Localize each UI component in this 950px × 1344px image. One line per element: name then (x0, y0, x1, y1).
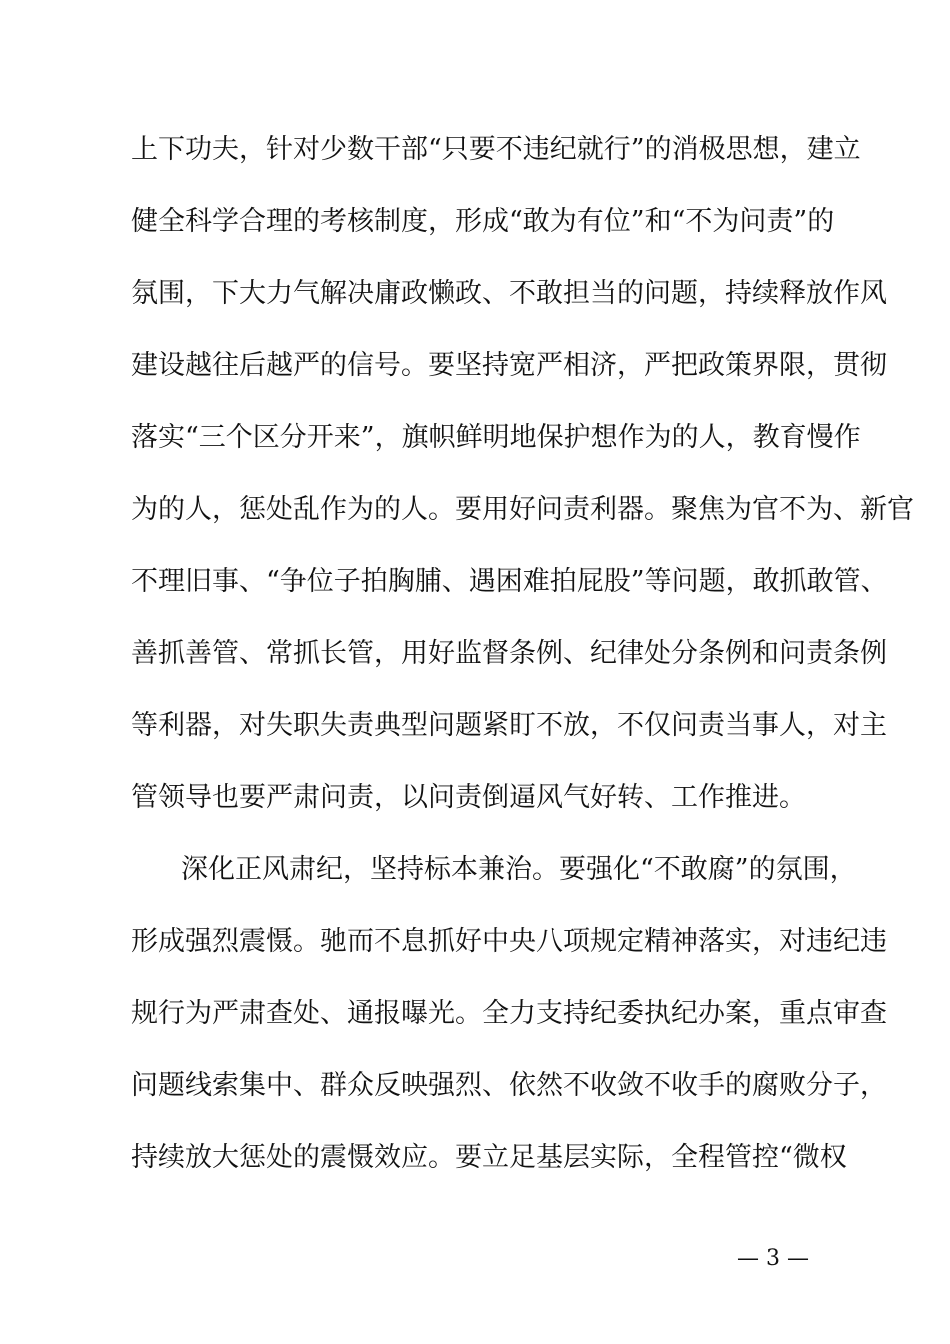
text-line: 问题线索集中、群众反映强烈、依然不收敛不收手的腐败分子， (131, 1070, 887, 1101)
page-number: — 3 — (737, 1246, 809, 1271)
text-line: 落实“三个区分开来”，旗帜鲜明地保护想作为的人，教育慢作 (131, 422, 861, 453)
text-line: 为的人，惩处乱作为的人。要用好问责利器。聚焦为官不为、新官 (131, 494, 914, 525)
text-line: 上下功夫，针对少数干部“只要不违纪就行”的消极思想，建立 (131, 134, 861, 165)
text-line: 管领导也要严肃问责，以问责倒逼风气好转、工作推进。 (131, 782, 806, 813)
text-line: 建设越往后越严的信号。要坚持宽严相济，严把政策界限，贯彻 (131, 350, 887, 381)
text-line: 持续放大惩处的震慑效应。要立足基层实际，全程管控“微权 (131, 1142, 847, 1173)
text-line: 等利器，对失职失责典型问题紧盯不放，不仅问责当事人，对主 (131, 710, 887, 741)
text-line: 形成强烈震慑。驰而不息抓好中央八项规定精神落实，对违纪违 (131, 926, 887, 957)
text-line: 规行为严肃查处、通报曝光。全力支持纪委执纪办案，重点审查 (131, 998, 887, 1029)
text-line: 不理旧事、“争位子拍胸脯、遇困难拍屁股”等问题，敢抓敢管、 (131, 566, 888, 597)
text-line: 健全科学合理的考核制度，形成“敢为有位”和“不为问责”的 (131, 206, 835, 237)
text-line: 氛围，下大力气解决庸政懒政、不敢担当的问题，持续释放作风 (131, 278, 887, 309)
paragraph-first-line: 深化正风肃纪，坚持标本兼治。要强化“不敢腐”的氛围， (181, 854, 857, 885)
text-line: 善抓善管、常抓长管，用好监督条例、纪律处分条例和问责条例 (131, 638, 887, 669)
